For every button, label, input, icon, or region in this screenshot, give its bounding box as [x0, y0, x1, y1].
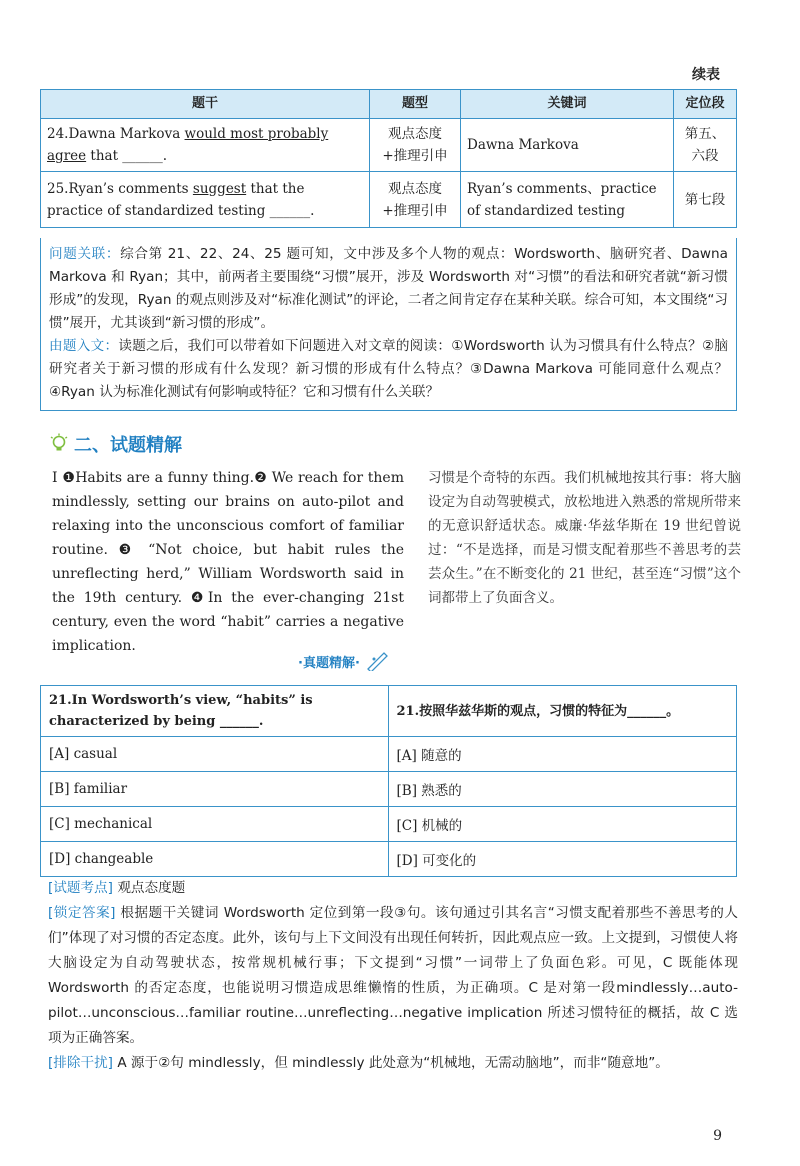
option-a-en: [A] casual — [41, 737, 389, 771]
question-zh: 21.按照华兹华斯的观点，习惯的特征为______。 — [396, 703, 680, 719]
row-stem: 25.Ryan’s comments suggest that the practice of standardized testing ______. — [41, 172, 370, 227]
zhenti-title: ·真题精解· — [298, 655, 360, 671]
tag-exclude: [排除干扰] — [48, 1055, 113, 1071]
continued-label: 续表 — [692, 67, 720, 83]
option-a-zh: [A] 随意的 — [396, 748, 462, 764]
explanation-exclude: [排除干扰] A 源于②句 mindlessly，但 mindlessly 此处意为“机械地，无需动脑地”，而非“随意地”。 — [48, 1055, 669, 1071]
question-en: 21.In Wordsworth’s view, “habits” is characterized by being ______. — [41, 686, 389, 736]
option-d-zh: [D] 可变化的 — [396, 853, 477, 869]
question-overview-table — [40, 89, 737, 228]
zhenti-heading — [298, 651, 390, 671]
analysis-text-association: 综合第 21、22、24、25 题可知，文中涉及多个人物的观点：Wordsworth、脑研究者、Dawna Markova 和 Ryan；其中，前两者主要围绕“习惯”展开，涉及 Wordsworth 对“习惯”的看法和研究者就“新习惯形成”的发现，Ryan 的观点则涉及对“标准化测试”的评论，二者之间肯定存在某种关联。综合可知，本文围绕“习惯”展开，尤其谈到“新习惯的形成”。 — [49, 246, 728, 331]
option-b-zh: [B] 熟悉的 — [396, 783, 462, 799]
option-row — [41, 842, 736, 876]
option-c-zh: [C] 机械的 — [396, 818, 463, 834]
passage-chinese: 习惯是个奇特的东西。我们机械地按其行事：将大脑设定为自动驾驶模式，放松地进入熟悉的常规所带来的无意识舒适状态。威廉·华兹华斯在 19 世纪曾说过：“不是选择，而是习惯支配着那些不善思考的芸芸众生。”在不断变化的 21 世纪，甚至连“习惯”这个词都带上了负面含义。 — [428, 470, 741, 606]
page-number: 9 — [713, 1128, 722, 1144]
tag-answer: [锁定答案] — [48, 905, 116, 921]
table-row — [41, 172, 736, 227]
header-stem: 题干 — [41, 90, 370, 118]
option-row — [41, 737, 736, 772]
option-row — [41, 772, 736, 807]
option-row — [41, 807, 736, 842]
table-header-row — [41, 90, 736, 119]
analysis-label-entry: 由题入文： — [49, 338, 119, 354]
passage-english: Ⅰ ❶Habits are a funny thing.❷ We reach for them mindlessly, setting our brains on auto-pilot and relaxing into the unconscious comfort of familiar routine. ❸ “Not choice, but habit rules the unreflecting herd,” William Wordsworth said in the 19th century. ❹In the ever-changing 21st century, even the word “habit” carries a negative implication. — [52, 470, 404, 654]
pen-icon — [364, 651, 390, 671]
explanation-answer: [锁定答案] 根据题干关键词 Wordsworth 定位到第一段③句。该句通过引其名言“习惯支配着那些不善思考的人们”体现了对习惯的否定态度。此外，该句与上下文间没有出现任何转折，因此观点应一致。上文提到，习惯使人将大脑设定为自动驾驶状态，按常规机械行事；下文提到“习惯”一词带上了负面色彩。可见，C 既能体现 Wordsworth 的否定态度，也能说明习惯造成思维懒惰的性质，为正确项。C 是对第一段mindlessly…auto-pilot…unconscious…familiar routine…unreflecting…negative implication 所述习惯特征的概括，故 C 选项为正确答案。 — [48, 905, 738, 1046]
section-heading — [48, 431, 182, 457]
analysis-text-entry: 读题之后，我们可以带着如下问题进入对文章的阅读：①Wordsworth 认为习惯具有什么特点？②脑研究者关于新习惯的形成有什么发现？新习惯的形成有什么特点？③Dawna Markova 可能同意什么观点？④Ryan 认为标准化测试有何影响或特征？它和习惯有什么关联？ — [49, 338, 729, 400]
row-keyword: Dawna Markova — [461, 119, 674, 171]
question-analysis-box — [40, 238, 737, 411]
row-position: 第五、六段 — [684, 126, 726, 164]
analysis-label-association: 问题关联： — [49, 246, 121, 262]
row-keyword: Ryan’s comments、practice of standardized testing — [461, 172, 674, 227]
question-table — [40, 685, 737, 877]
option-c-en: [C] mechanical — [41, 807, 389, 841]
row-type: 观点态度+推理引申 — [370, 172, 461, 227]
explanation — [48, 876, 738, 1076]
row-type: 观点态度+推理引申 — [370, 119, 461, 171]
explanation-point: [试题考点] 观点态度题 — [48, 880, 186, 896]
header-position: 定位段 — [674, 90, 736, 118]
option-b-en: [B] familiar — [41, 772, 389, 806]
row-stem: 24.Dawna Markova would most probably agree that ______. — [41, 119, 370, 171]
question-header-row — [41, 686, 736, 737]
header-type: 题型 — [370, 90, 461, 118]
option-d-en: [D] changeable — [41, 842, 389, 876]
table-row — [41, 119, 736, 172]
section-title: 二、试题精解 — [74, 435, 182, 456]
row-position: 第七段 — [684, 191, 726, 208]
tag-point: [试题考点] — [48, 880, 113, 896]
header-keyword: 关键词 — [461, 90, 674, 118]
lightbulb-icon — [48, 433, 70, 455]
